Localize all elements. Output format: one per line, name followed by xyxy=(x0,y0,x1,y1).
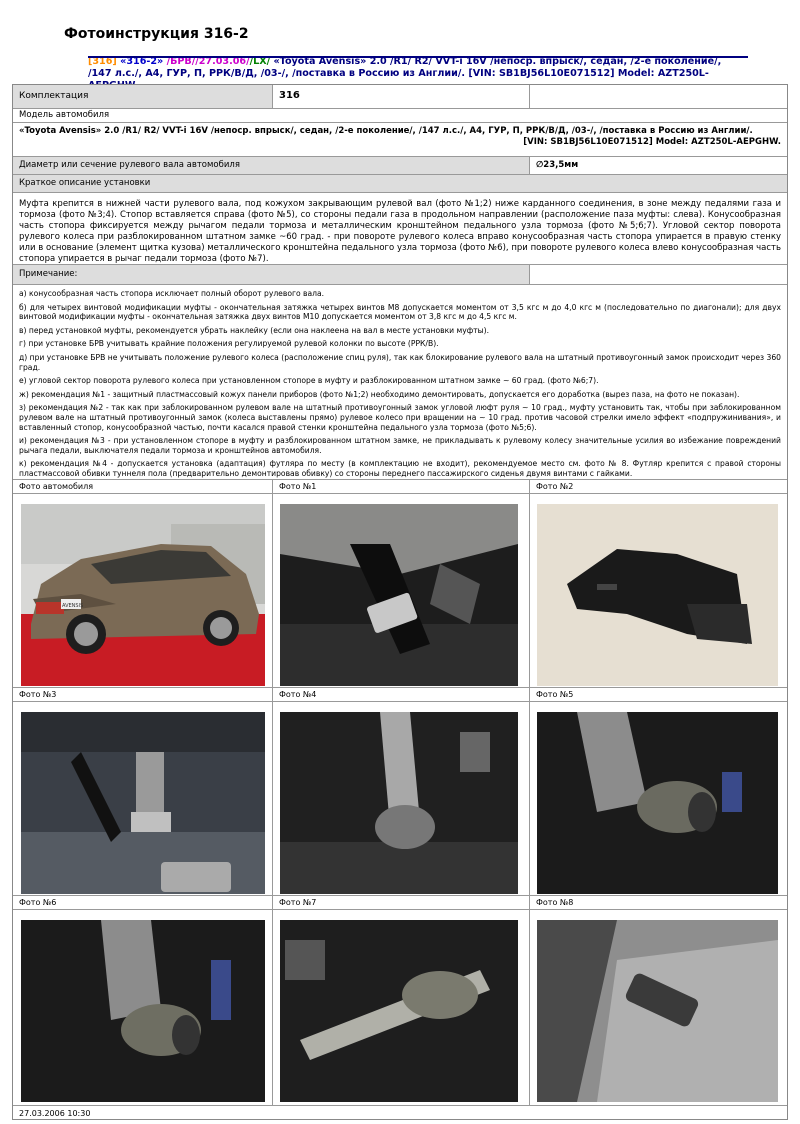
photo-4-label: Фото №4 xyxy=(273,688,530,701)
photo-labels-row-1 xyxy=(13,480,787,494)
photo-3-label: Фото №3 xyxy=(13,688,273,701)
footer-timestamp: 27.03.2006 10:30 xyxy=(19,1109,91,1118)
note-item: е) угловой сектор поворота рулевого колеса при установленном стопоре в муфту и разблокированном штатном замке ~ 60 град. (фото №6;7). xyxy=(19,376,599,386)
row-model-value xyxy=(13,123,787,157)
diameter-value: ∅23,5мм xyxy=(530,157,787,174)
photo-car xyxy=(21,504,265,686)
notes-empty xyxy=(530,265,787,284)
row-komplektaciya xyxy=(13,85,787,109)
row-diameter xyxy=(13,157,787,175)
row-model-label xyxy=(13,109,787,123)
note-item: и) рекомендация №3 - при установленном стопоре в муфту и разблокированном штатном замке, не прикладывать к рулевому колесу значительные усилия во избежание повреждений рычага педали, выключателя педали тормоза и кронштейнов автомобиля. xyxy=(19,436,781,455)
photo-1-label: Фото №1 xyxy=(273,480,530,493)
header-car: «Toyota Avensis» 2.0 /R1/ R2/ VVT-i 16V /непоср. впрыск/, седан, /2-е поколение/, /147 л.с./, А4, ГУР, П, РРК/В/Д, /03-/, /поставка в Россию из Англии/. xyxy=(88,56,722,79)
photo-8-label: Фото №8 xyxy=(536,898,574,907)
photo-6 xyxy=(21,920,265,1102)
note-item: г) при установке БРВ учитывать крайние положения регулируемой рулевой колонки по высоте (РРК/В). xyxy=(19,339,439,349)
car-badge: AVENSIS xyxy=(62,603,84,609)
photo-2-label: Фото №2 xyxy=(536,482,574,491)
photo-2 xyxy=(537,504,778,686)
desc-label: Краткое описание установки xyxy=(19,178,151,188)
model-value: «Toyota Avensis» 2.0 /R1/ R2/ VVT-i 16V /непоср. впрыск/, седан, /2-е поколение/, /147 л.с./, А4, ГУР, П, РРК/В/Д, /03-/, /поставка в Россию из Англии/. xyxy=(19,126,753,136)
note-item: б) для четырех винтовой модификации муфты - окончательная затяжка четырех винтов М8 допускается моментом от 3,5 кгс м до 4,0 кгс м (последовательно по диагонали); для двух винтовой модификации муфты - окончательная затяжка двух винтов М10 допускается моментом от 3,8 кгс м до 4,5 кгс м. xyxy=(19,302,781,322)
photo-4 xyxy=(280,712,518,894)
komplektaciya-empty xyxy=(530,85,787,108)
photo-5-label: Фото №5 xyxy=(536,690,574,699)
header-vin: [VIN: SB1BJ56L10E071512] Model: AZT250L- xyxy=(468,68,709,79)
note-item: з) рекомендация №2 - так как при заблокированном рулевом вале на штатный противоугонный замок угловой люфт руля ~ 10 град., муфту установить так, чтобы при заблокированном рулевом вале на штатный противоугонный замок (колеса выставлены прямо) рулевое колесо при вращении на ~ 10 град. против часовой стрелки имело эффект «подпружинивания», и вставленный стопор, конусообразной частью, почти касался правой стенки кронштейна педального узла тормоза (фото №5;6). xyxy=(19,403,781,432)
footer-row xyxy=(13,1106,787,1121)
photo-6-label: Фото №6 xyxy=(13,896,273,909)
photo-5 xyxy=(537,712,778,894)
photo-7 xyxy=(280,920,518,1102)
komplektaciya-value: 316 xyxy=(273,85,530,108)
model-label: Модель автомобиля xyxy=(19,110,110,120)
note-item: а) конусообразная часть стопора исключает полный оборот рулевого вала. xyxy=(19,289,325,298)
note-item: д) при установке БРВ не учитывать положение рулевого колеса (расположение спиц руля), так как блокирование рулевого вала на штатный противоугонный замок происходит через 360 град. xyxy=(19,352,781,372)
photo-8 xyxy=(537,920,778,1102)
diameter-label: Диаметр или сечение рулевого вала автомобиля xyxy=(13,157,530,174)
komplektaciya-label: Комплектация xyxy=(13,85,273,108)
photo-labels-row-3 xyxy=(13,896,787,910)
photo-car-label: Фото автомобиля xyxy=(13,480,273,493)
photo-7-label: Фото №7 xyxy=(273,896,530,909)
desc-text: Муфта крепится в нижней части рулевого вала, под кожухом закрывающим рулевой вал (фото №1;2) ниже карданного соединения, в зоне между педалями газа и тормоза (фото №3;4). Стопор вставляется справа (фото №5), со стороны педали газа в продольном направлении (расположение паза муфты: слева). Конусообразная часть стопора фиксируется между рычагом педали тормоза и металлическим кронштейном педального узла тормоза (фото №5;6;7). Угловой сектор поворота рулевого колеса при разблокированном штатном замке ~60 град. - при повороте рулевого колеса вправо конусообразная часть стопора упирается в правую стенку или в основание (элемент щитка кузова) металлического кронштейна педального узла тормоза (фото №6), при повороте рулевого колеса влево конусообразная часть стопора упирается в рычаг педали тормоза (фото №7). xyxy=(19,199,781,264)
row-notes xyxy=(13,285,787,480)
header-lx: /LX/ xyxy=(249,56,271,67)
header-brv: /БРВ/ xyxy=(166,56,196,67)
note-item: к) рекомендация №4 - допускается установка (адаптация) футляра по месту (в комплектацию не входит), рекомендуемое место см. фото № 8. Футляр крепится с правой стороны пластмассовой обивки туннеля пола (предварительно демонтировав обивку) со стороны переднего пассажирского сиденья двумя винтами с гайками. xyxy=(19,459,781,478)
notes-list xyxy=(13,285,787,479)
photo-3 xyxy=(21,712,265,894)
row-desc-label xyxy=(13,175,787,193)
model-vin: [VIN: SB1BJ56L10E071512] Model: AZT250L-AEPGHW. xyxy=(523,137,781,147)
header-date: /27.03.06/ xyxy=(195,56,250,67)
note-item: в) перед установкой муфты, рекомендуется убрать наклейку (если она наклеена на вал в месте установки муфты). xyxy=(19,325,490,335)
row-notes-label xyxy=(13,265,787,285)
page-title: Фотоинструкция 316-2 xyxy=(64,26,249,42)
header-code: [316] xyxy=(88,56,117,67)
notes-label: Примечание: xyxy=(13,265,530,284)
photo-labels-row-2 xyxy=(13,688,787,702)
photo-1 xyxy=(280,504,518,686)
note-item: ж) рекомендация №1 - защитный пластмассовый кожух панели приборов (фото №1;2) необходимо демонтировать, допускается его доработка (вырез паза, на фото не показан). xyxy=(19,389,740,399)
header-model-code: «316-2» xyxy=(120,56,164,67)
row-desc xyxy=(13,193,787,265)
